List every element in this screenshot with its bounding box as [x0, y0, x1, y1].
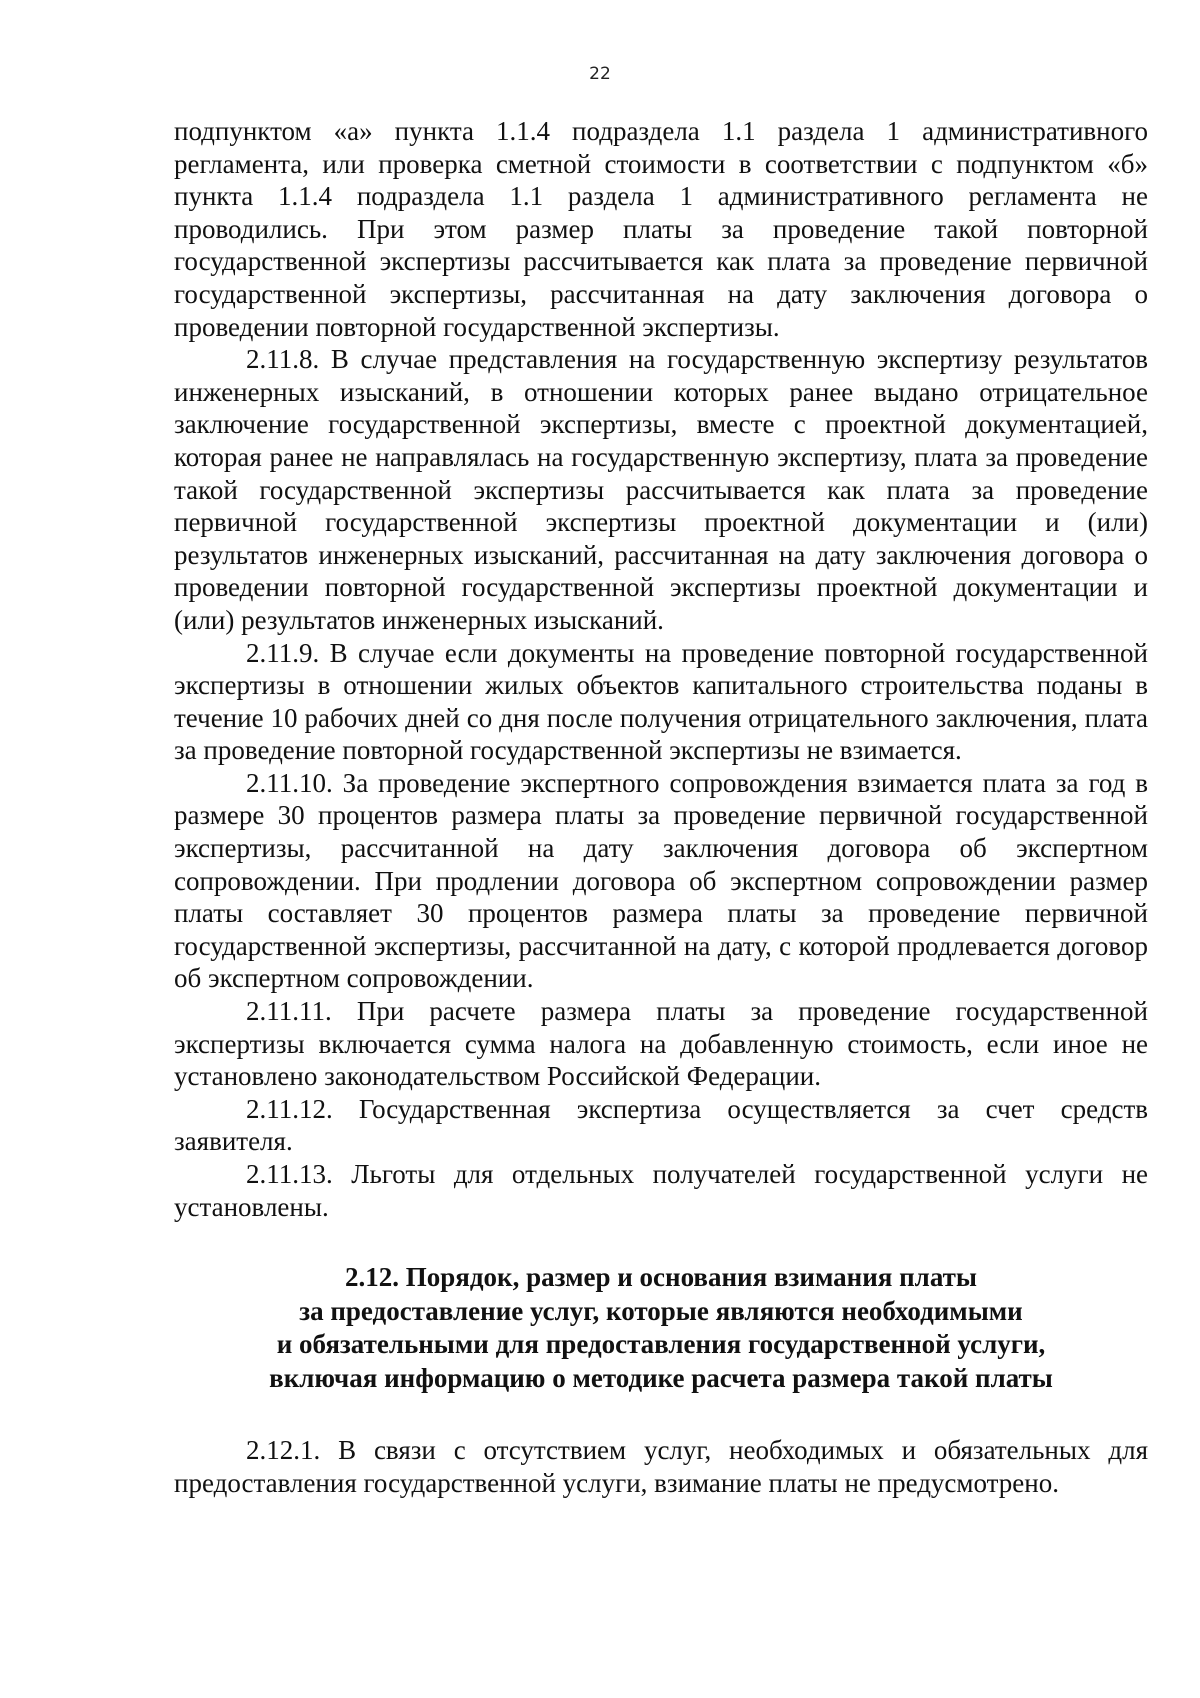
page-number: 22 — [589, 64, 611, 84]
paragraph-continuation: подпунктом «а» пункта 1.1.4 подраздела 1.1 раздела 1 административного регламента, или проверка сметной стоимости в соответствии с подпунктом «б» пункта 1.1.4 подраздела 1.1 раздела 1 административного регламента не проводились. При этом размер платы за проведение такой повторной государственной экспертизы рассчитывается как плата за проведение первичной государственной экспертизы, рассчитанная на дату заключения договора о проведении повторной государственной экспертизы. — [174, 116, 1148, 342]
paragraph-2-11-13: 2.11.13. Льготы для отдельных получателей государственной услуги не установлены. — [174, 1159, 1148, 1222]
section-heading-line: за предоставление услуг, которые являются необходимыми — [299, 1295, 1023, 1326]
section-heading-line: 2.12. Порядок, размер и основания взимания платы — [345, 1262, 977, 1293]
section-heading-line: включая информацию о методике расчета размера такой платы — [269, 1362, 1053, 1393]
paragraph-2-11-12: 2.11.12. Государственная экспертиза осуществляется за счет средств заявителя. — [174, 1093, 1148, 1157]
paragraph-2-12-1: 2.12.1. В связи с отсутствием услуг, необходимых и обязательных для предоставления государственной услуги, взимание платы не предусмотрено. — [174, 1435, 1148, 1498]
section-heading-line: и обязательными для предоставления государственной услуги, — [276, 1329, 1046, 1360]
section-heading-2-12 — [174, 1261, 1148, 1395]
paragraph-2-11-9: 2.11.9. В случае если документы на проведение повторной государственной экспертизы в отношении жилых объектов капитального строительства поданы в течение 10 рабочих дней со дня после получения отрицательного заключения, плата за проведение повторной государственной экспертизы не взимается. — [174, 637, 1148, 766]
paragraph-2-11-11: 2.11.11. При расчете размера платы за проведение государственной экспертизы включается сумма налога на добавленную стоимость, если иное не установлено законодательством Российской Федерации. — [174, 996, 1148, 1092]
document-body — [174, 115, 1148, 1499]
paragraph-2-11-10: 2.11.10. За проведение экспертного сопровождения взимается плата за год в размере 30 процентов размера платы за проведение первичной государственной экспертизы, рассчитанной на дату заключения договора об экспертном сопровождении. При продлении договора об экспертном сопровождении размер платы составляет 30 процентов размера платы за проведение первичной государственной экспертизы, рассчитанной на дату, с которой продлевается договор об экспертном сопровождении. — [174, 767, 1148, 994]
paragraph-2-11-8: 2.11.8. В случае представления на государственную экспертизу результатов инженерных изысканий, в отношении которых ранее выдано отрицательное заключение государственной экспертизы, вместе с проектной документацией, которая ранее не направлялась на государственную экспертизу, плата за проведение такой государственной экспертизы рассчитывается как плата за проведение первичной государственной экспертизы проектной документации и (или) результатов инженерных изысканий, рассчитанная на дату заключения договора о проведении повторной государственной экспертизы проектной документации и (или) результатов инженерных изысканий. — [174, 344, 1148, 635]
